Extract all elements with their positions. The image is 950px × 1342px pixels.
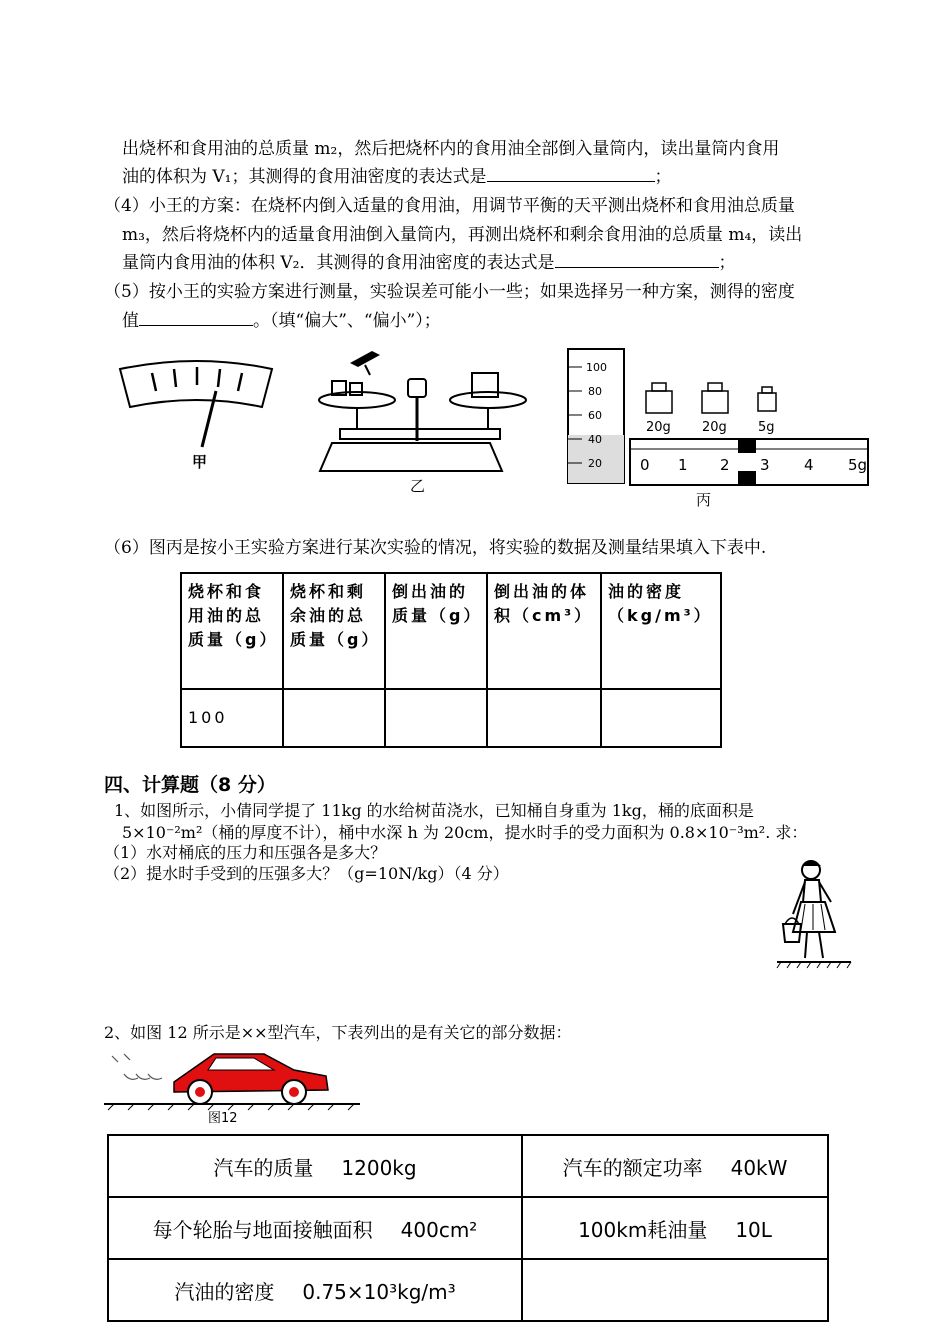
q6-data-table <box>180 572 722 748</box>
girl-carrying-bucket-figure <box>775 856 855 971</box>
q6-value-cell[interactable] <box>385 689 487 747</box>
ruler-number: 3 <box>760 456 770 474</box>
speed-lines <box>112 1054 162 1079</box>
object-block <box>472 373 498 397</box>
q6-header-cell: 倒出油的体积（cm³） <box>487 573 601 689</box>
q5-line-2-a: 值 <box>122 311 139 331</box>
figure-12-car <box>104 1046 364 1126</box>
section-4-title: 四、计算题（8 分） <box>104 774 276 796</box>
gauge-tick <box>174 369 176 387</box>
cylinder-tick-label: 20 <box>588 457 602 470</box>
ruler-number: 2 <box>720 456 730 474</box>
q5-line-1: （5）按小王的实验方案进行测量，实验误差可能小一些；如果选择另一种方案，测得的密度 <box>104 282 795 302</box>
cylinder-tick-label: 80 <box>588 385 602 398</box>
q3-line-1: 出烧杯和食用油的总质量 m₂，然后把烧杯内的食用油全部倒入量筒内，读出量筒内食用 <box>122 139 780 159</box>
figure-yi-label: 乙 <box>410 477 426 495</box>
p1-question-2: （2）提水时手受到的压强多大？（g=10N/kg）（4 分） <box>104 864 509 883</box>
figure-bing <box>562 345 872 510</box>
q6-text: （6）图丙是按小王实验方案进行某次实验的情况，将实验的数据及测量结果填入下表中. <box>104 538 767 558</box>
balance-right-pan <box>450 392 526 408</box>
q5-line-2-b: 。（填“偏大”、“偏小”）； <box>253 311 441 331</box>
p2-text: 2、如图 12 所示是××型汽车，下表列出的是有关它的部分数据： <box>104 1023 572 1042</box>
balance-base <box>320 443 502 471</box>
cylinder-tick-label: 60 <box>588 409 602 422</box>
p1-question-1: （1）水对桶底的压力和压强各是多大？ <box>104 843 387 862</box>
cylinder-tick-label: 40 <box>588 433 602 446</box>
q4-line-2: m₃，然后将烧杯内的适量食用油倒入量筒内，再测出烧杯和剩余食用油的总质量 m₄，读出 <box>122 225 803 245</box>
car-cell-power: 汽车的额定功率 40kW <box>522 1135 828 1197</box>
girl-leg <box>819 932 823 958</box>
q6-value-cell[interactable] <box>283 689 385 747</box>
car-cell-mass: 汽车的质量 1200kg <box>108 1135 522 1197</box>
weight-label: 5g <box>758 420 775 435</box>
p1-line-2: 5×10⁻²m²（桶的厚度不计），桶中水深 h 为 20cm，提水时手的受力面积为 0.8×10⁻³m². 求： <box>122 823 808 842</box>
q3-line-2 <box>122 162 672 187</box>
figure-jia-gauge <box>112 355 282 475</box>
q4-line-3 <box>122 248 736 273</box>
cylinder-tick-label: 100 <box>586 361 607 374</box>
q4-answer-blank[interactable] <box>555 251 719 268</box>
q6-header-cell: 烧杯和食用油的总质量（g） <box>181 573 283 689</box>
girl-skirt <box>793 902 835 932</box>
q6-value-cell[interactable]: 100 <box>181 689 283 747</box>
car-cell-tire-area: 每个轮胎与地面接触面积 400cm² <box>108 1197 522 1259</box>
q5-answer-blank[interactable] <box>139 309 253 326</box>
q5-line-2 <box>122 306 441 331</box>
car-hub <box>289 1087 299 1097</box>
balance-beam <box>340 429 500 439</box>
figure-jia-label: 甲 <box>192 453 208 471</box>
tweezers-hand-icon <box>350 351 380 367</box>
gauge-tick <box>238 373 242 391</box>
figure-yi-balance <box>310 345 530 495</box>
weight-label: 20g <box>646 420 671 435</box>
q6-header-cell: 倒出油的质量（g） <box>385 573 487 689</box>
weight-5g <box>758 387 776 411</box>
ruler-slider-top <box>738 439 756 453</box>
gauge-tick <box>152 373 156 391</box>
ruler-number: 1 <box>678 456 688 474</box>
car-cell-fuel: 100km耗油量 10L <box>522 1197 828 1259</box>
q6-header-cell: 油的密度（kg/m³） <box>601 573 721 689</box>
car-cell-empty <box>522 1259 828 1321</box>
girl-torso <box>803 880 821 902</box>
q6-value-cell[interactable] <box>487 689 601 747</box>
figure-12-label: 图12 <box>208 1111 238 1126</box>
girl-leg <box>805 932 807 958</box>
weight-block <box>350 383 362 395</box>
q3-answer-blank[interactable] <box>487 165 655 182</box>
ruler-number: 0 <box>640 456 650 474</box>
q4-line-1: （4）小王的方案：在烧杯内倒入适量的食用油，用调节平衡的天平测出烧杯和食用油总质量 <box>104 196 795 216</box>
weight-20g-a <box>646 383 672 413</box>
weight-label: 20g <box>702 420 727 435</box>
weight-20g-b <box>702 383 728 413</box>
car-hub <box>195 1087 205 1097</box>
balance-pointer-head <box>408 379 426 397</box>
q4-line-3-text: 量筒内食用油的体积 V₂．其测得的食用油密度的表达式是 <box>122 253 555 273</box>
q3-line-2-text: 油的体积为 V₁；其测得的食用油密度的表达式是 <box>122 167 487 187</box>
q4-line-3-end: ； <box>718 253 736 273</box>
ruler-number: 4 <box>804 456 814 474</box>
q6-header-cell: 烧杯和剩余油的总质量（g） <box>283 573 385 689</box>
car-data-table <box>107 1134 829 1322</box>
figure-bing-label: 丙 <box>696 491 712 509</box>
ruler-slider-bottom <box>738 471 756 485</box>
car-cell-density: 汽油的密度 0.75×10³kg/m³ <box>108 1259 522 1321</box>
q6-value-cell[interactable] <box>601 689 721 747</box>
p1-line-1: 1、如图所示，小倩同学提了 11kg 的水给树苗浇水，已知桶自身重为 1kg，桶的底面积是 <box>114 801 754 820</box>
gauge-tick <box>218 369 220 387</box>
ruler-number: 5g <box>848 456 868 474</box>
q3-line-2-end: ； <box>654 167 672 187</box>
